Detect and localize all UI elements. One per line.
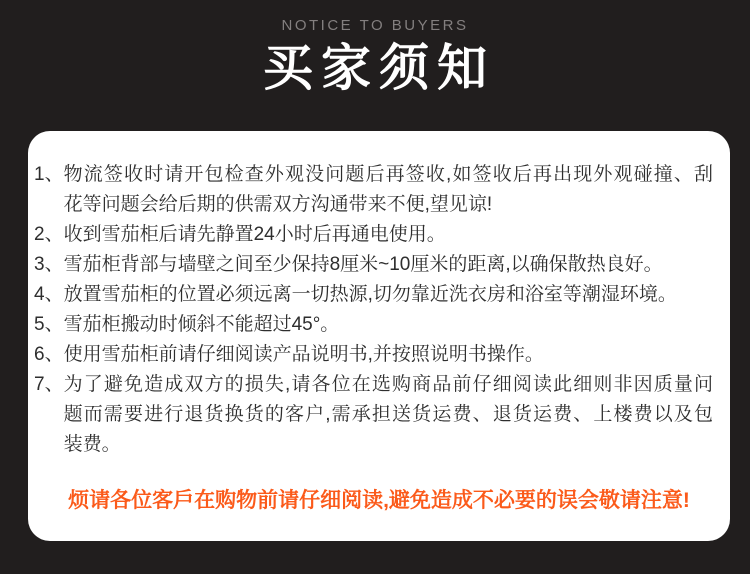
notice-item-line: 雪茄柜背部与墙壁之间至少保持8厘米~10厘米的距离,以确保散热良好。 bbox=[63, 254, 663, 275]
notice-item-number: 4、 bbox=[34, 284, 64, 305]
notice-item-line: 物流签收时请开包检查外观没问题后再签收,如签收后再出现外观碰撞、刮 bbox=[63, 164, 713, 185]
notice-item-text bbox=[64, 280, 713, 310]
notice-item-text bbox=[64, 160, 713, 220]
notice-item-text bbox=[64, 370, 713, 460]
notice-item-line: 收到雪茄柜后请先静置24小时后再通电使用。 bbox=[63, 224, 446, 245]
notice-item-line: 装费。 bbox=[63, 434, 121, 455]
notice-item-line: 花等问题会给后期的供需双方沟通带来不便,望见谅! bbox=[63, 194, 493, 215]
notice-item-text bbox=[64, 340, 713, 370]
notice-item-line: 为了避免造成双方的损失,请各位在选购商品前仔细阅读此细则非因质量问 bbox=[63, 374, 713, 395]
notice-item-number: 1、 bbox=[34, 164, 64, 185]
notice-item bbox=[34, 340, 713, 370]
notice-item-number: 2、 bbox=[34, 224, 64, 245]
notice-panel bbox=[28, 131, 730, 541]
notice-item-line: 雪茄柜搬动时倾斜不能超过45°。 bbox=[63, 314, 340, 335]
notice-item-line: 放置雪茄柜的位置必须远离一切热源,切勿靠近洗衣房和浴室等潮湿环境。 bbox=[63, 284, 677, 305]
notice-item bbox=[34, 280, 713, 310]
notice-item-line: 使用雪茄柜前请仔细阅读产品说明书,并按照说明书操作。 bbox=[63, 344, 544, 365]
notice-item-text bbox=[64, 250, 713, 280]
notice-header bbox=[0, 0, 750, 95]
notice-item-number: 5、 bbox=[34, 314, 64, 335]
notice-item bbox=[34, 310, 713, 340]
notice-item bbox=[34, 220, 713, 250]
notice-item bbox=[34, 370, 713, 460]
notice-subtitle-en: NOTICE TO BUYERS bbox=[281, 17, 469, 34]
notice-item-number: 7、 bbox=[34, 374, 64, 395]
notice-item bbox=[34, 160, 713, 220]
notice-item-number: 6、 bbox=[34, 344, 64, 365]
notice-item-text bbox=[64, 310, 713, 340]
page-title: 买家须知 bbox=[263, 40, 495, 96]
warning-text: 烦请各位客戶在购物前请仔细阅读,避免造成不必要的误会敬请注意! bbox=[68, 489, 690, 512]
notice-item bbox=[34, 250, 713, 280]
notice-item-number: 3、 bbox=[34, 254, 64, 275]
notice-item-text bbox=[64, 220, 713, 250]
notice-list bbox=[34, 160, 713, 460]
notice-item-line: 题而需要进行退货换货的客户,需承担送货运费、退货运费、上楼费以及包 bbox=[63, 404, 713, 425]
